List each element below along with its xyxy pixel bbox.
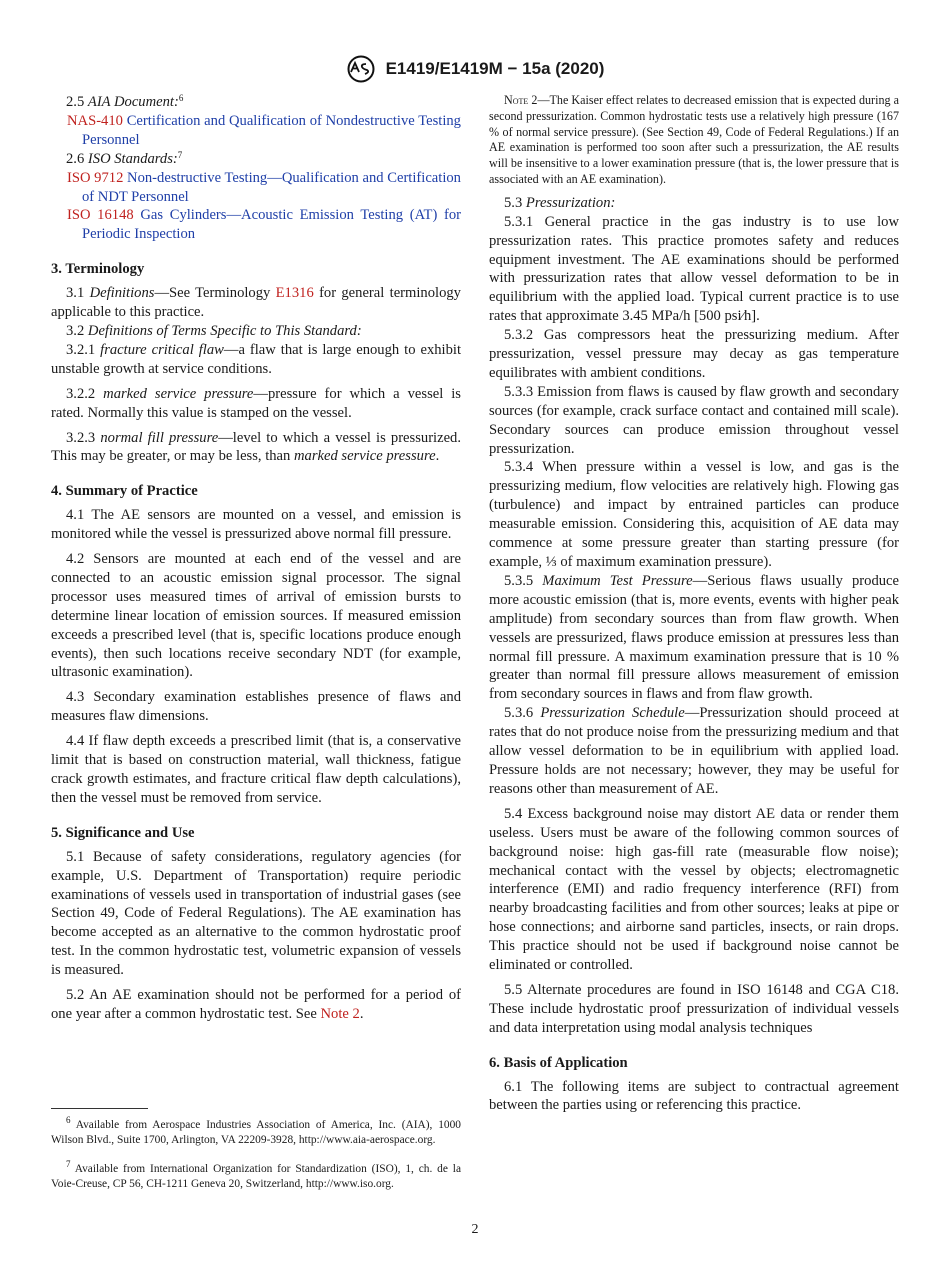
nas-410-link[interactable]: NAS-410 (67, 112, 123, 129)
nas-410-title-link[interactable]: Certification and Qualification of Nondestructive Testing Personnel (82, 112, 461, 148)
para-5-5: 5.5 Alternate procedures are found in ISO 16148 and CGA C18. These include hydrostatic proof pressurization of individual vessels and data interpretation using modal analysis techniques (489, 981, 899, 1036)
para-5-3-2: 5.3.2 Gas compressors heat the pressurizing medium. After pressurization, vessel pressure may decay as gas temperature equilibrates with ambient conditions. (489, 327, 899, 381)
note-2: Note 2—The Kaiser effect relates to decreased emission that is expected during a second pressurization. Common hydrostatic tests use a relatively high pressure (167 % of normal service pressure). (See Section 49, Code of Federal Regulations.) If an AE examination is performed too soon after such a pressurization, the AE results will be insensitive to a lower examination pressure (that is, the lower pressure that is associated with an AE examination). (489, 93, 900, 186)
left-column (51, 93, 461, 1024)
section-3-heading: 3. Terminology (51, 261, 145, 278)
para-3-2-1: 3.2.1 fracture critical flaw—a flaw that is large enough to exhibit unstable growth at service conditions. (51, 341, 461, 377)
para-5-3-4: 5.3.4 When pressure within a vessel is low, and gas is the pressurizing medium, flow velocities are relatively high. Flowing gas (turbulence) and impact by entrained particles can produce measurable emission. Considering this, acquisition of AE data may commence at some pressure greater than starting pressure (for example, ⅓ of maximum examination pressure). (489, 459, 899, 570)
iso-9712-link[interactable]: ISO 9712 (67, 169, 124, 186)
right-column (489, 93, 899, 1115)
page-header (0, 55, 950, 83)
para-3-2-2: 3.2.2 marked service pressure—pressure for which a vessel is rated. Normally this value is stamped on the vessel. (51, 385, 461, 421)
para-5-3: 5.3 Pressurization: (504, 194, 616, 211)
ref-iso-9712 (51, 169, 461, 207)
footnote-divider (51, 1108, 148, 1109)
iso-16148-link[interactable]: ISO 16148 (67, 207, 134, 224)
astm-logo-icon (346, 55, 376, 83)
page-number: 2 (471, 1222, 479, 1237)
section-5-heading: 5. Significance and Use (51, 824, 195, 841)
para-4-3: 4.3 Secondary examination establishes presence of flaws and measures flaw dimensions. (51, 689, 461, 725)
para-3-1: 3.1 Definitions—See Terminology E1316 for general terminology applicable to this practice. (51, 285, 461, 321)
section-6-heading: 6. Basis of Application (489, 1054, 628, 1071)
para-5-1: 5.1 Because of safety considerations, regulatory agencies (for example, U.S. Department of Transportation) require periodic examinations of vessels used in transportation of industrial gases (see Section 49, Code of Federal Regulations). The AE examination has become accepted as an alternative to the common hydrostatic proof test. In the common hydrostatic test, volumetric expansion of vessels is measured. (51, 848, 461, 979)
section-2-6: 2.6 ISO Standards:$^7$ (66, 149, 183, 167)
iso-9712-title-link[interactable]: Non-destructive Testing—Qualification and Certification of NDT Personnel (82, 169, 461, 205)
para-4-1: 4.1 The AE sensors are mounted on a vessel, and emission is monitored while the vessel is pressurized above normal fill pressure. (51, 507, 461, 543)
para-5-3-6: 5.3.6 Pressurization Schedule—Pressurization should proceed at rates that do not produce noise from the pressurizing medium and that allow vessel deformation to be in equilibrium with applied load. Pressure holds are not necessary; however, they may be useful for reasons other than measurement of AE. (489, 705, 900, 797)
ref-nas-410 (51, 112, 461, 150)
para-5-3-1: 5.3.1 General practice in the gas industry is to use low pressurization rates. This practice promotes safety and reduces equipment investment. The AE examinations should be performed with pressurization rates that allow vessel deformation to be in equilibrium with the applied load. Typical current practice is to use rates that approximate 3.45 MPa/h [500 psi⁄h]. (489, 213, 899, 325)
section-2-5: 2.5 AIA Document:$^6$ (66, 93, 184, 110)
para-4-2: 4.2 Sensors are mounted at each end of the vessel and are connected to an acoustic emission signal processor. The signal processor uses measured times of arrival of emission bursts to determine linear location of emission sources. If measured emission exceeds a prescribed level (that is, specific locations produce enough events), then such locations receive secondary NDT (for example, ultrasonic examination). (51, 551, 461, 681)
note-2-link[interactable]: Note 2 (320, 1005, 360, 1022)
para-3-2-3: 3.2.3 normal fill pressure—level to which a vessel is pressurized. This may be greater, or may be less, than marked service pressure. (51, 429, 462, 465)
footnote-6: $^6$ Available from Aerospace Industries Association of America, Inc. (AIA), 1000 Wilson Blvd., Suite 1700, Arlington, VA 22209-3928, http://www.aia-aerospace.org. (51, 1115, 461, 1147)
iso-16148-title-link[interactable]: Gas Cylinders—Acoustic Emission Testing (AT) for Periodic Inspection (82, 207, 461, 243)
e1316-link[interactable]: E1316 (275, 285, 314, 302)
ref-iso-16148 (51, 206, 461, 244)
para-4-4: 4.4 If flaw depth exceeds a prescribed limit (that is, a conservative limit that is based on construction material, wall thickness, fatigue crack growth estimates, and fracture critical flaw depth calculations), then the vessel must be removed from service. (51, 733, 461, 806)
para-5-2: 5.2 An AE examination should not be performed for a period of one year after a common hydrostatic test. See Note 2. (51, 987, 461, 1022)
section-4-heading: 4. Summary of Practice (51, 483, 198, 500)
para-3-2: 3.2 Definitions of Terms Specific to This Standard: (66, 322, 362, 339)
para-6-1: 6.1 The following items are subject to contractual agreement between the parties using or referencing this practice. (489, 1078, 899, 1114)
footnote-7: $^7$ Available from International Organization for Standardization (ISO), 1, ch. de la Voie-Creuse, CP 56, CH-1211 Geneva 20, Switzerland, http://www.iso.org. (51, 1159, 462, 1191)
para-5-4: 5.4 Excess background noise may distort AE data or render them useless. Users must be aware of the following common sources of background noise: high gas-fill rate (measurable flow noise); mechanical contact with the vessel by objects; electromagnetic interference (EMI) and radio frequency interference (RFI) from nearby broadcasting facilities and from other sources; leaks at pipe or hose connections; and airborne sand particles, insects, or rain drops. This practice should not be used if background noise cannot be eliminated or controlled. (489, 805, 899, 974)
para-5-3-3: 5.3.3 Emission from flaws is caused by flaw growth and secondary sources (for example, crack surface contact and contained mill scale). Secondary sources can produce emission throughout vessel pressurization. (489, 383, 899, 457)
document-id: E1419/E1419M − 15a (2020) (385, 59, 605, 78)
para-5-3-5: 5.3.5 Maximum Test Pressure—Serious flaws usually produce more acoustic emission (that is, more events, events with higher peak amplitude) from secondary sources than from flaw growth. When vessels are pressurized, flaws produce emission at pressures less than normal fill pressure. A maximum examination pressure that is 10 % greater than normal fill pressure allows measurement of emission from secondary sources in flaws and from flaw growth. (489, 572, 900, 703)
